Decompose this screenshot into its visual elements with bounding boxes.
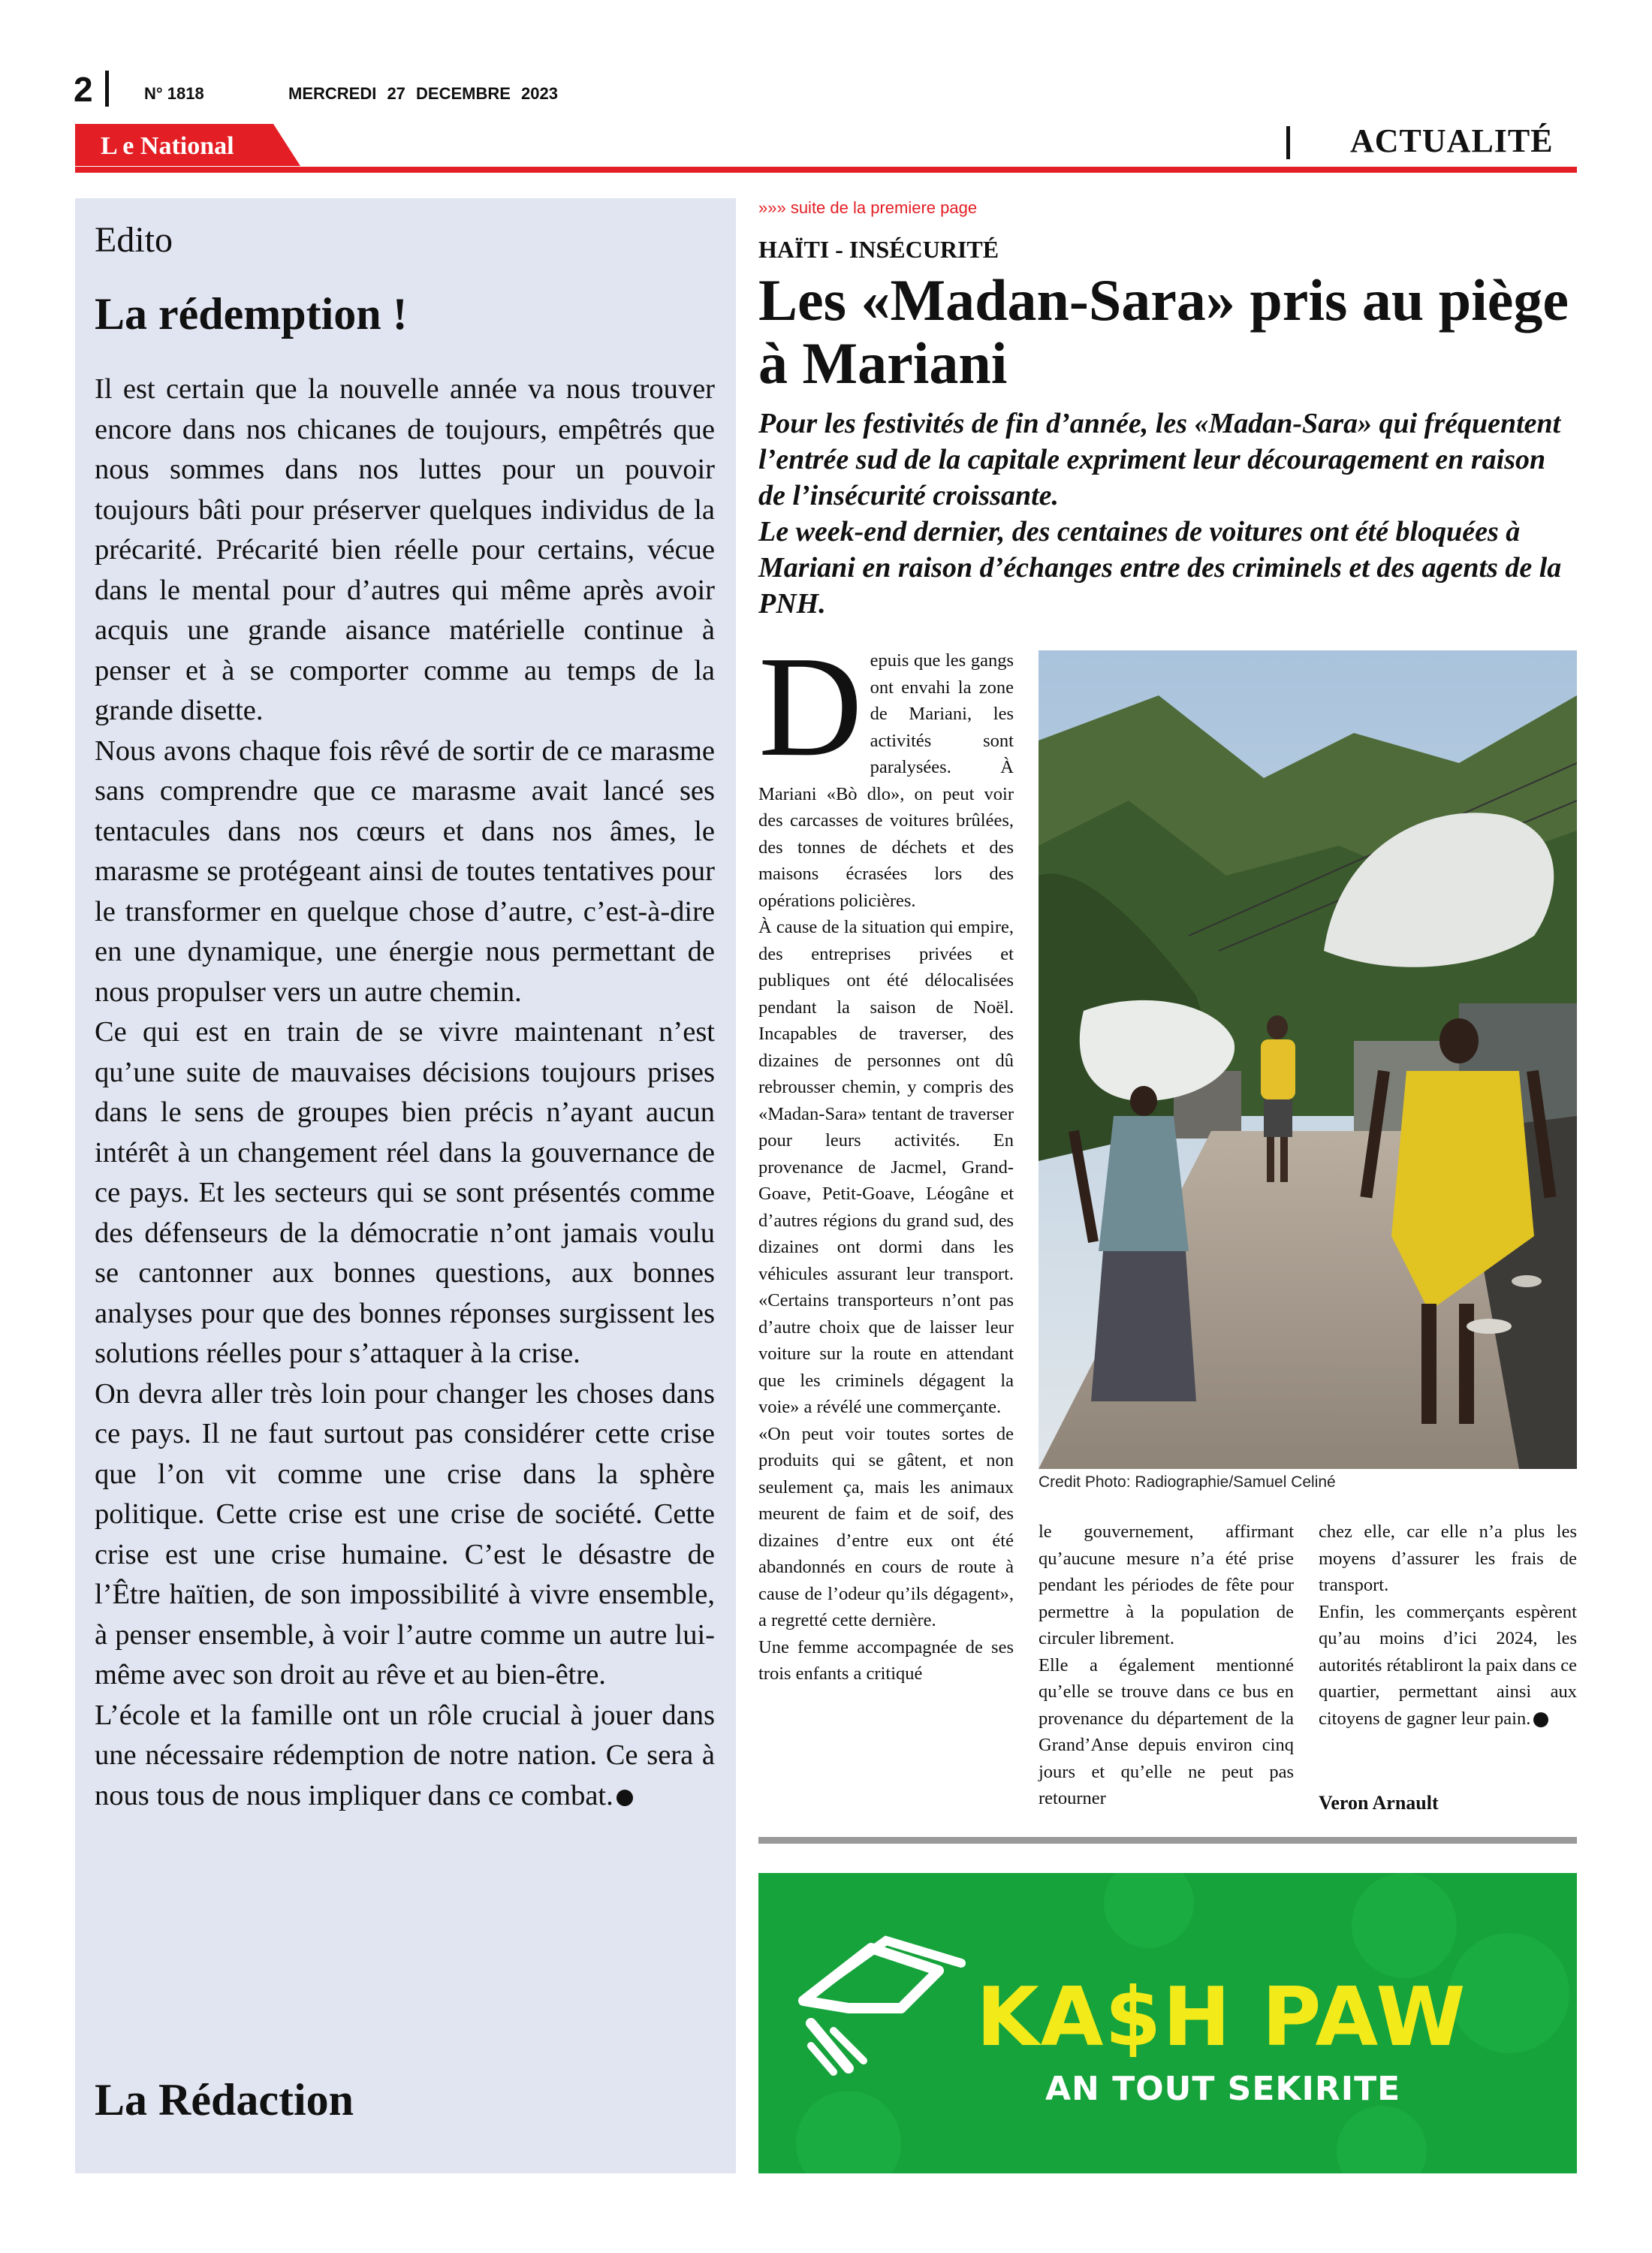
header-rule (75, 167, 1577, 173)
continued-note: »»» suite de la premiere page (758, 198, 978, 217)
article-paragraph: le gouvernement, affirmant qu’aucune mesure n’a été prise pendant les périodes de fête pour permettre à la population de circuler librement. (1039, 1522, 1294, 1648)
article-text: Enfin, les commerçants espèrent qu’au moins d’ici 2024, les autorités rétabliront la paix dans ce quartier, permettant ainsi aux citoyens de gagner leur pain. (1319, 1601, 1577, 1729)
article-photo (1039, 650, 1577, 1469)
article-paragraph: chez elle, car elle n’a plus les moyens d’assurer les frais de transport. (1319, 1522, 1577, 1595)
section-name: ACTUALITÉ (1350, 122, 1554, 159)
article-headline: Les «Madan-Sara» pris au piège à Mariani (758, 267, 1569, 396)
edito-paragraph: Ce qui est en train de se vivre maintenant n’est qu’une suite de mauvaises décisions toujours prises dans le sens de groupes bien précis n’ayant aucun intérêt à un changement réel dans la gouvernance de ce pays. Et les secteurs qui se sont présentés comme des défenseurs de la démocratie n’ont jamais voulu se cantonner aux bonnes questions, aux bonnes analyses pour que des bonnes réponses surgissent les solutions réelles pour s’attaquer à la crise. (95, 1016, 715, 1369)
drop-cap: D (758, 626, 863, 786)
edito-signature: La Rédaction (95, 2075, 354, 2125)
article-column-3 (1319, 1519, 1577, 1732)
lead-paragraph: Le week-end dernier, des centaines de voitures ont été bloquées à Mariani en raison d’échanges entre des criminels et des agents de la PNH. (758, 516, 1562, 620)
edito-paragraph: Il est certain que la nouvelle année va nous trouver encore dans nos chicanes de toujours, empêtrés que nous sommes dans nos luttes pour un pouvoir toujours bâti pour préserver quelques individus de la précarité. Précarité bien réelle pour certains, vécue dans le mental pour d’autres qui même après avoir acquis une grande aisance matérielle continue à penser et à se comporter comme au temps de la grande disette. (95, 373, 715, 726)
edito-body (95, 369, 715, 1816)
article-kicker: HAÏTI - INSÉCURITÉ (758, 236, 999, 263)
article-column-2 (1039, 1519, 1294, 1812)
section-divider (1286, 126, 1290, 159)
article-paragraph: Une femme accompagnée de ses trois enfants a critiqué (758, 1636, 1014, 1684)
ad-tagline: AN TOUT SEKIRITE (1045, 2070, 1401, 2108)
article-byline: Veron Arnault (1319, 1792, 1439, 1814)
ad-brand: KA$H PAW (976, 1971, 1467, 2064)
article-lead (758, 406, 1577, 622)
article-paragraph (758, 626, 1014, 914)
advertisement[interactable] (758, 1873, 1577, 2173)
article-column-1 (758, 626, 1014, 1687)
edito-kicker: Edito (95, 220, 173, 260)
edito-paragraph: On devra aller très loin pour changer les choses dans ce pays. Il ne faut surtout pas considérer cette crise que l’on vit comme une crise dans la sphère politique. Cette crise est une crise de société. Cette crise est une crise humaine. C’est le désastre de l’Être haïtien, de son impossibilité à vivre ensemble, à penser ensemble, à voir l’autre comme un autre lui-même avec son droit au rêve et au bien-être. (95, 1377, 715, 1691)
edito-paragraph: Nous avons chaque fois rêvé de sortir de ce marasme sans comprendre que ce marasme avait lancé ses tentacules dans nos cœurs et dans nos âmes, le marasme se protégeant ainsi de toutes tentatives pour le transformer en quelque chose d’autre, c’est-à-dire en une dynamique, une énergie nous permettant de nous propulser vers un autre chemin. (95, 734, 715, 1008)
end-mark-icon (1533, 1712, 1548, 1727)
issue-number: N° 1818 (144, 84, 204, 103)
edito-title: La rédemption ! (95, 289, 408, 339)
hand-money-icon (788, 1918, 969, 2083)
article-end-rule (758, 1837, 1577, 1844)
article-paragraph: À cause de la situation qui empire, des entreprises privées et publiques ont été délocalisées pendant la saison de Noël. Incapables de traverser, des dizaines de personnes ont dû rebrousser chemin, y compris des «Madan-Sara» tentant de traverser pour leurs activités. En provenance de Jacmel, Grand-Goave, Petit-Goave, Léogâne et d’autres régions du grand sud, des dizaines ont dormi dans les véhicules assurant leur transport. «Certains transporteurs n’ont pas d’autre choix que de laisser leur voiture sur la route en attendant que les criminels dégagent la voie» a révélé une commerçante. (758, 917, 1014, 1417)
photo-credit: Credit Photo: Radiographie/Samuel Celiné (1039, 1473, 1336, 1491)
article-text: epuis que les gangs ont envahi la zone de Mariani, les activités sont paralysées. À Mariani «Bò dlo», on peut voir des carcasses de voitures brûlées, des tonnes de déchets et des maisons écrasées lors des opérations policières. (758, 650, 1014, 911)
end-mark-icon (616, 1790, 633, 1806)
street-scene-illustration (1039, 650, 1577, 1469)
page-number: 2 (74, 70, 93, 109)
issue-date: MERCREDI 27 DECEMBRE 2023 (288, 84, 558, 103)
edito-paragraph-last (95, 1696, 715, 1817)
edito-paragraph-text: L’école et la famille ont un rôle crucial à jouer dans une nécessaire rédemption de notre nation. Ce sera à nous tous de nous impliquer dans ce combat. (95, 1699, 715, 1811)
newspaper-name: L e National (101, 132, 234, 160)
lead-paragraph: Pour les festivités de fin d’année, les «Madan-Sara» qui fréquentent l’entrée sud de la capitale expriment leur découragement en raison de l’insécurité croissante. (758, 408, 1561, 511)
article-paragraph: «On peut voir toutes sortes de produits qui se gâtent, et non seulement ça, mais les animaux meurent de faim et de soif, des dizaines d’entre eux ont été abandonnés en cours de route à cause de l’odeur qu’ils dégagent», a regretté cette dernière. (758, 1423, 1014, 1630)
article-paragraph: Elle a également mentionné qu’elle se trouve dans ce bus en provenance du département de la Grand’Anse depuis environ cinq jours et qu’elle ne peut pas retourner (1039, 1654, 1294, 1808)
article-paragraph-last (1319, 1599, 1577, 1733)
page-number-divider (105, 71, 109, 107)
